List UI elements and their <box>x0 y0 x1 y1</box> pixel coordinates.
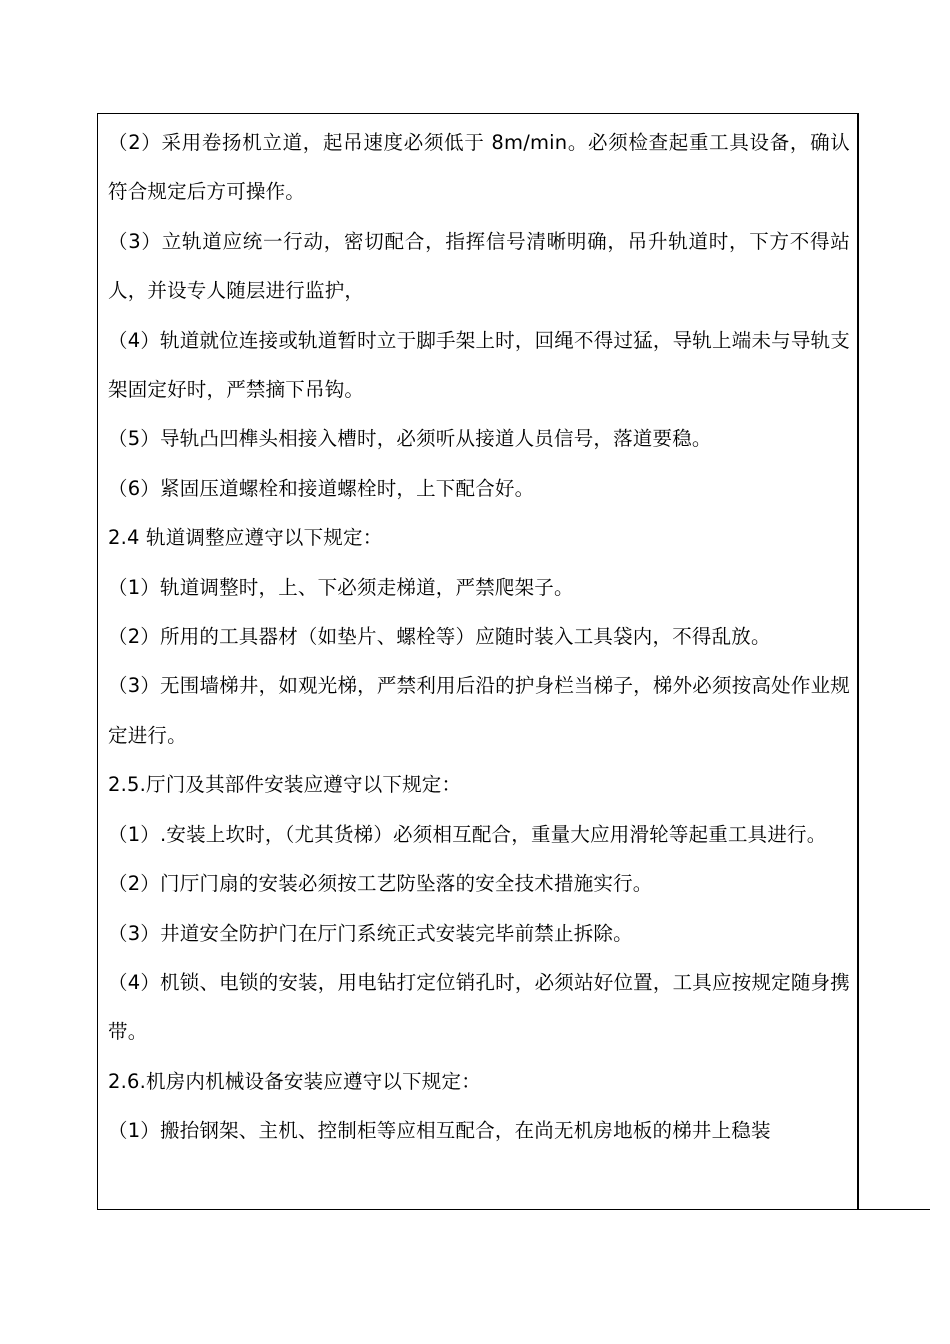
document-body <box>108 118 850 1156</box>
paragraph-3: （4）轨道就位连接或轨道暂时立于脚手架上时，回绳不得过猛，导轨上端未与导轨支架固定好时，严禁摘下吊钩。 <box>108 328 850 402</box>
paragraph-8: （3）无围墙梯井，如观光梯，严禁利用后沿的护身栏当梯子，梯外必须按高处作业规定进行。 <box>108 674 850 747</box>
paragraph-12: （4）机锁、电锁的安装，用电钻打定位销孔时，必须站好位置，工具应按规定随身携带。 <box>108 970 850 1044</box>
paragraph-5: （6）紧固压道螺栓和接道螺栓时，上下配合好。 <box>108 476 535 500</box>
table-right-column-bottom-border <box>858 1209 930 1210</box>
paragraph-6: （1）轨道调整时，上、下必须走梯道，严禁爬架子。 <box>108 575 574 599</box>
paragraph-2: （3）立轨道应统一行动，密切配合，指挥信号清晰明确，吊升轨道时，下方不得站人，并设专人随层进行监护， <box>108 229 850 303</box>
paragraph-11: （3）井道安全防护门在厅门系统正式安装完毕前禁止拆除。 <box>108 921 633 945</box>
section-heading-2-4: 2.4 轨道调整应遵守以下规定： <box>108 526 383 550</box>
paragraph-1: （2）采用卷扬机立道，起吊速度必须低于 8m/min。必须检查起重工具设备，确认符合规定后方可操作。 <box>108 131 850 204</box>
section-heading-2-6: 2.6.机房内机械设备安装应遵守以下规定： <box>108 1069 481 1093</box>
paragraph-9: （1）.安装上坎时，（尤其货梯）必须相互配合，重量大应用滑轮等起重工具进行。 <box>108 822 827 846</box>
paragraph-10: （2）门厅门扇的安装必须按工艺防坠落的安全技术措施实行。 <box>108 872 653 896</box>
section-heading-2-5: 2.5.厅门及其部件安装应遵守以下规定： <box>108 773 462 797</box>
paragraph-7: （2）所用的工具器材（如垫片、螺栓等）应随时装入工具袋内，不得乱放。 <box>108 625 771 649</box>
paragraph-4: （5）导轨凸凹榫头相接入槽时，必须听从接道人员信号，落道要稳。 <box>108 427 712 451</box>
paragraph-13: （1）搬抬钢架、主机、控制柜等应相互配合，在尚无机房地板的梯井上稳装 <box>108 1119 771 1143</box>
table-right-column-border <box>858 113 859 1210</box>
